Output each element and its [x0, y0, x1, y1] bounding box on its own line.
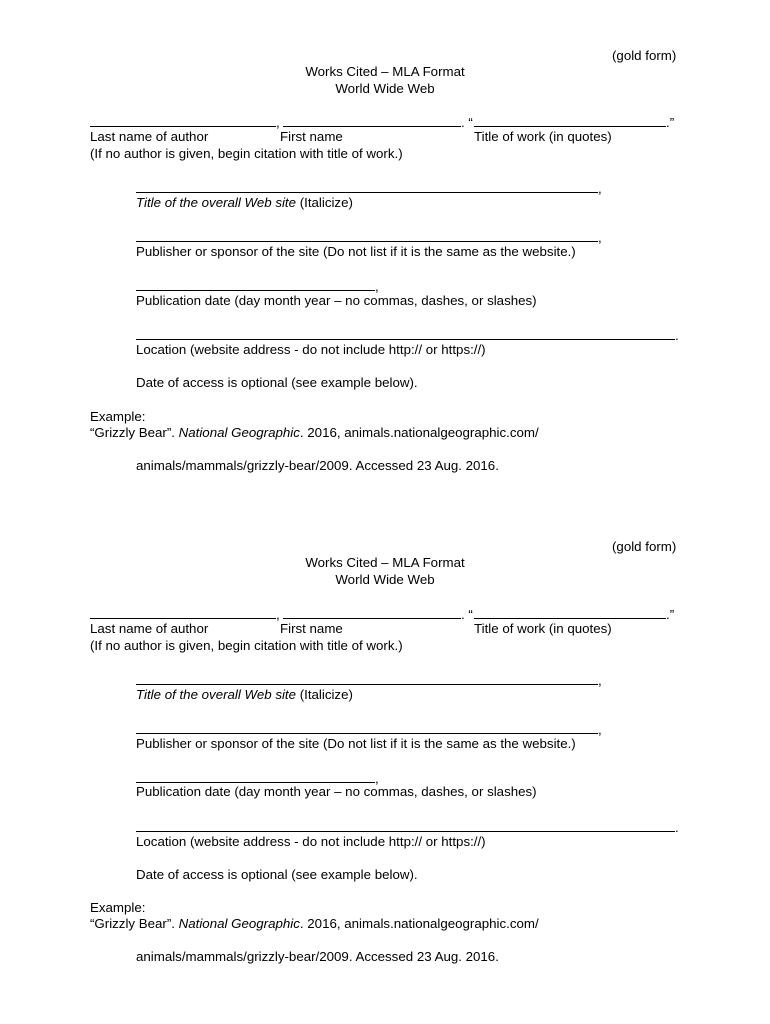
publisher-label: Publisher or sponsor of the site (Do not list if it is the same as the website.) [136, 244, 576, 259]
site-title-label-rest: (Italicize) [296, 195, 353, 210]
example-part-1: “Grizzly Bear”. [90, 916, 179, 931]
example-part-3: . 2016, animals.nationalgeographic.com/ [299, 916, 539, 931]
pub-date-label: Publication date (day month year – no commas, dashes, or slashes) [136, 293, 537, 308]
location-period: . [675, 328, 679, 343]
example-part-2: National Geographic [178, 916, 300, 931]
citation-form-2 [0, 492, 770, 984]
date-access-note: Date of access is optional (see example below). [136, 375, 418, 390]
last-name-comma: , [276, 115, 280, 130]
pub-date-comma: , [375, 279, 379, 294]
publisher-line[interactable] [136, 241, 598, 242]
title-close-quote: .” [666, 115, 675, 130]
site-title-comma: , [598, 181, 602, 196]
example-part-3: . 2016, animals.nationalgeographic.com/ [299, 425, 539, 440]
title-of-work-line[interactable] [474, 618, 666, 619]
title-open-quote: . “ [461, 115, 473, 130]
site-title-label-rest: (Italicize) [296, 687, 353, 702]
example-line-1 [90, 916, 539, 932]
form-subtitle: World Wide Web [335, 572, 435, 587]
publisher-comma: , [598, 722, 602, 737]
example-part-1: “Grizzly Bear”. [90, 425, 179, 440]
pub-date-line[interactable] [136, 290, 375, 291]
no-author-note: (If no author is given, begin citation with title of work.) [90, 638, 403, 653]
example-part-2: National Geographic [178, 425, 300, 440]
title-close-quote: .” [666, 607, 675, 622]
publisher-line[interactable] [136, 733, 598, 734]
example-heading: Example: [90, 900, 146, 915]
publisher-label: Publisher or sponsor of the site (Do not list if it is the same as the website.) [136, 736, 576, 751]
publisher-comma: , [598, 230, 602, 245]
example-line-2: animals/mammals/grizzly-bear/2009. Accessed 23 Aug. 2016. [136, 458, 499, 473]
example-line-2: animals/mammals/grizzly-bear/2009. Accessed 23 Aug. 2016. [136, 949, 499, 964]
pub-date-line[interactable] [136, 782, 375, 783]
form-subtitle: World Wide Web [335, 81, 435, 96]
example-heading: Example: [90, 409, 146, 424]
last-name-label: Last name of author [90, 129, 209, 144]
site-title-line[interactable] [136, 684, 598, 685]
first-name-label: First name [280, 621, 343, 636]
site-title-label-italic: Title of the overall Web site [136, 687, 297, 702]
location-label: Location (website address - do not include http:// or https://) [136, 342, 486, 357]
pub-date-label: Publication date (day month year – no commas, dashes, or slashes) [136, 784, 537, 799]
title-open-quote: . “ [461, 607, 473, 622]
site-title-line[interactable] [136, 192, 598, 193]
location-period: . [675, 820, 679, 835]
form-label: (gold form) [612, 539, 677, 554]
last-name-line[interactable] [90, 618, 276, 619]
location-label: Location (website address - do not include http:// or https://) [136, 834, 486, 849]
date-access-note: Date of access is optional (see example below). [136, 867, 418, 882]
last-name-label: Last name of author [90, 621, 209, 636]
first-name-line[interactable] [283, 126, 461, 127]
example-line-1 [90, 425, 539, 441]
first-name-label: First name [280, 129, 343, 144]
last-name-comma: , [276, 607, 280, 622]
location-line[interactable] [136, 831, 675, 832]
title-of-work-label: Title of work (in quotes) [474, 129, 612, 144]
site-title-comma: , [598, 673, 602, 688]
form-title: Works Cited – MLA Format [305, 64, 465, 79]
pub-date-comma: , [375, 771, 379, 786]
title-of-work-label: Title of work (in quotes) [474, 621, 612, 636]
title-of-work-line[interactable] [474, 126, 666, 127]
site-title-label-italic: Title of the overall Web site [136, 195, 297, 210]
no-author-note: (If no author is given, begin citation with title of work.) [90, 146, 403, 161]
location-line[interactable] [136, 339, 675, 340]
form-title: Works Cited – MLA Format [305, 555, 465, 570]
first-name-line[interactable] [283, 618, 461, 619]
form-label: (gold form) [612, 48, 677, 63]
site-title-label [136, 687, 353, 703]
site-title-label [136, 195, 353, 211]
citation-form-1 [0, 0, 770, 492]
last-name-line[interactable] [90, 126, 276, 127]
